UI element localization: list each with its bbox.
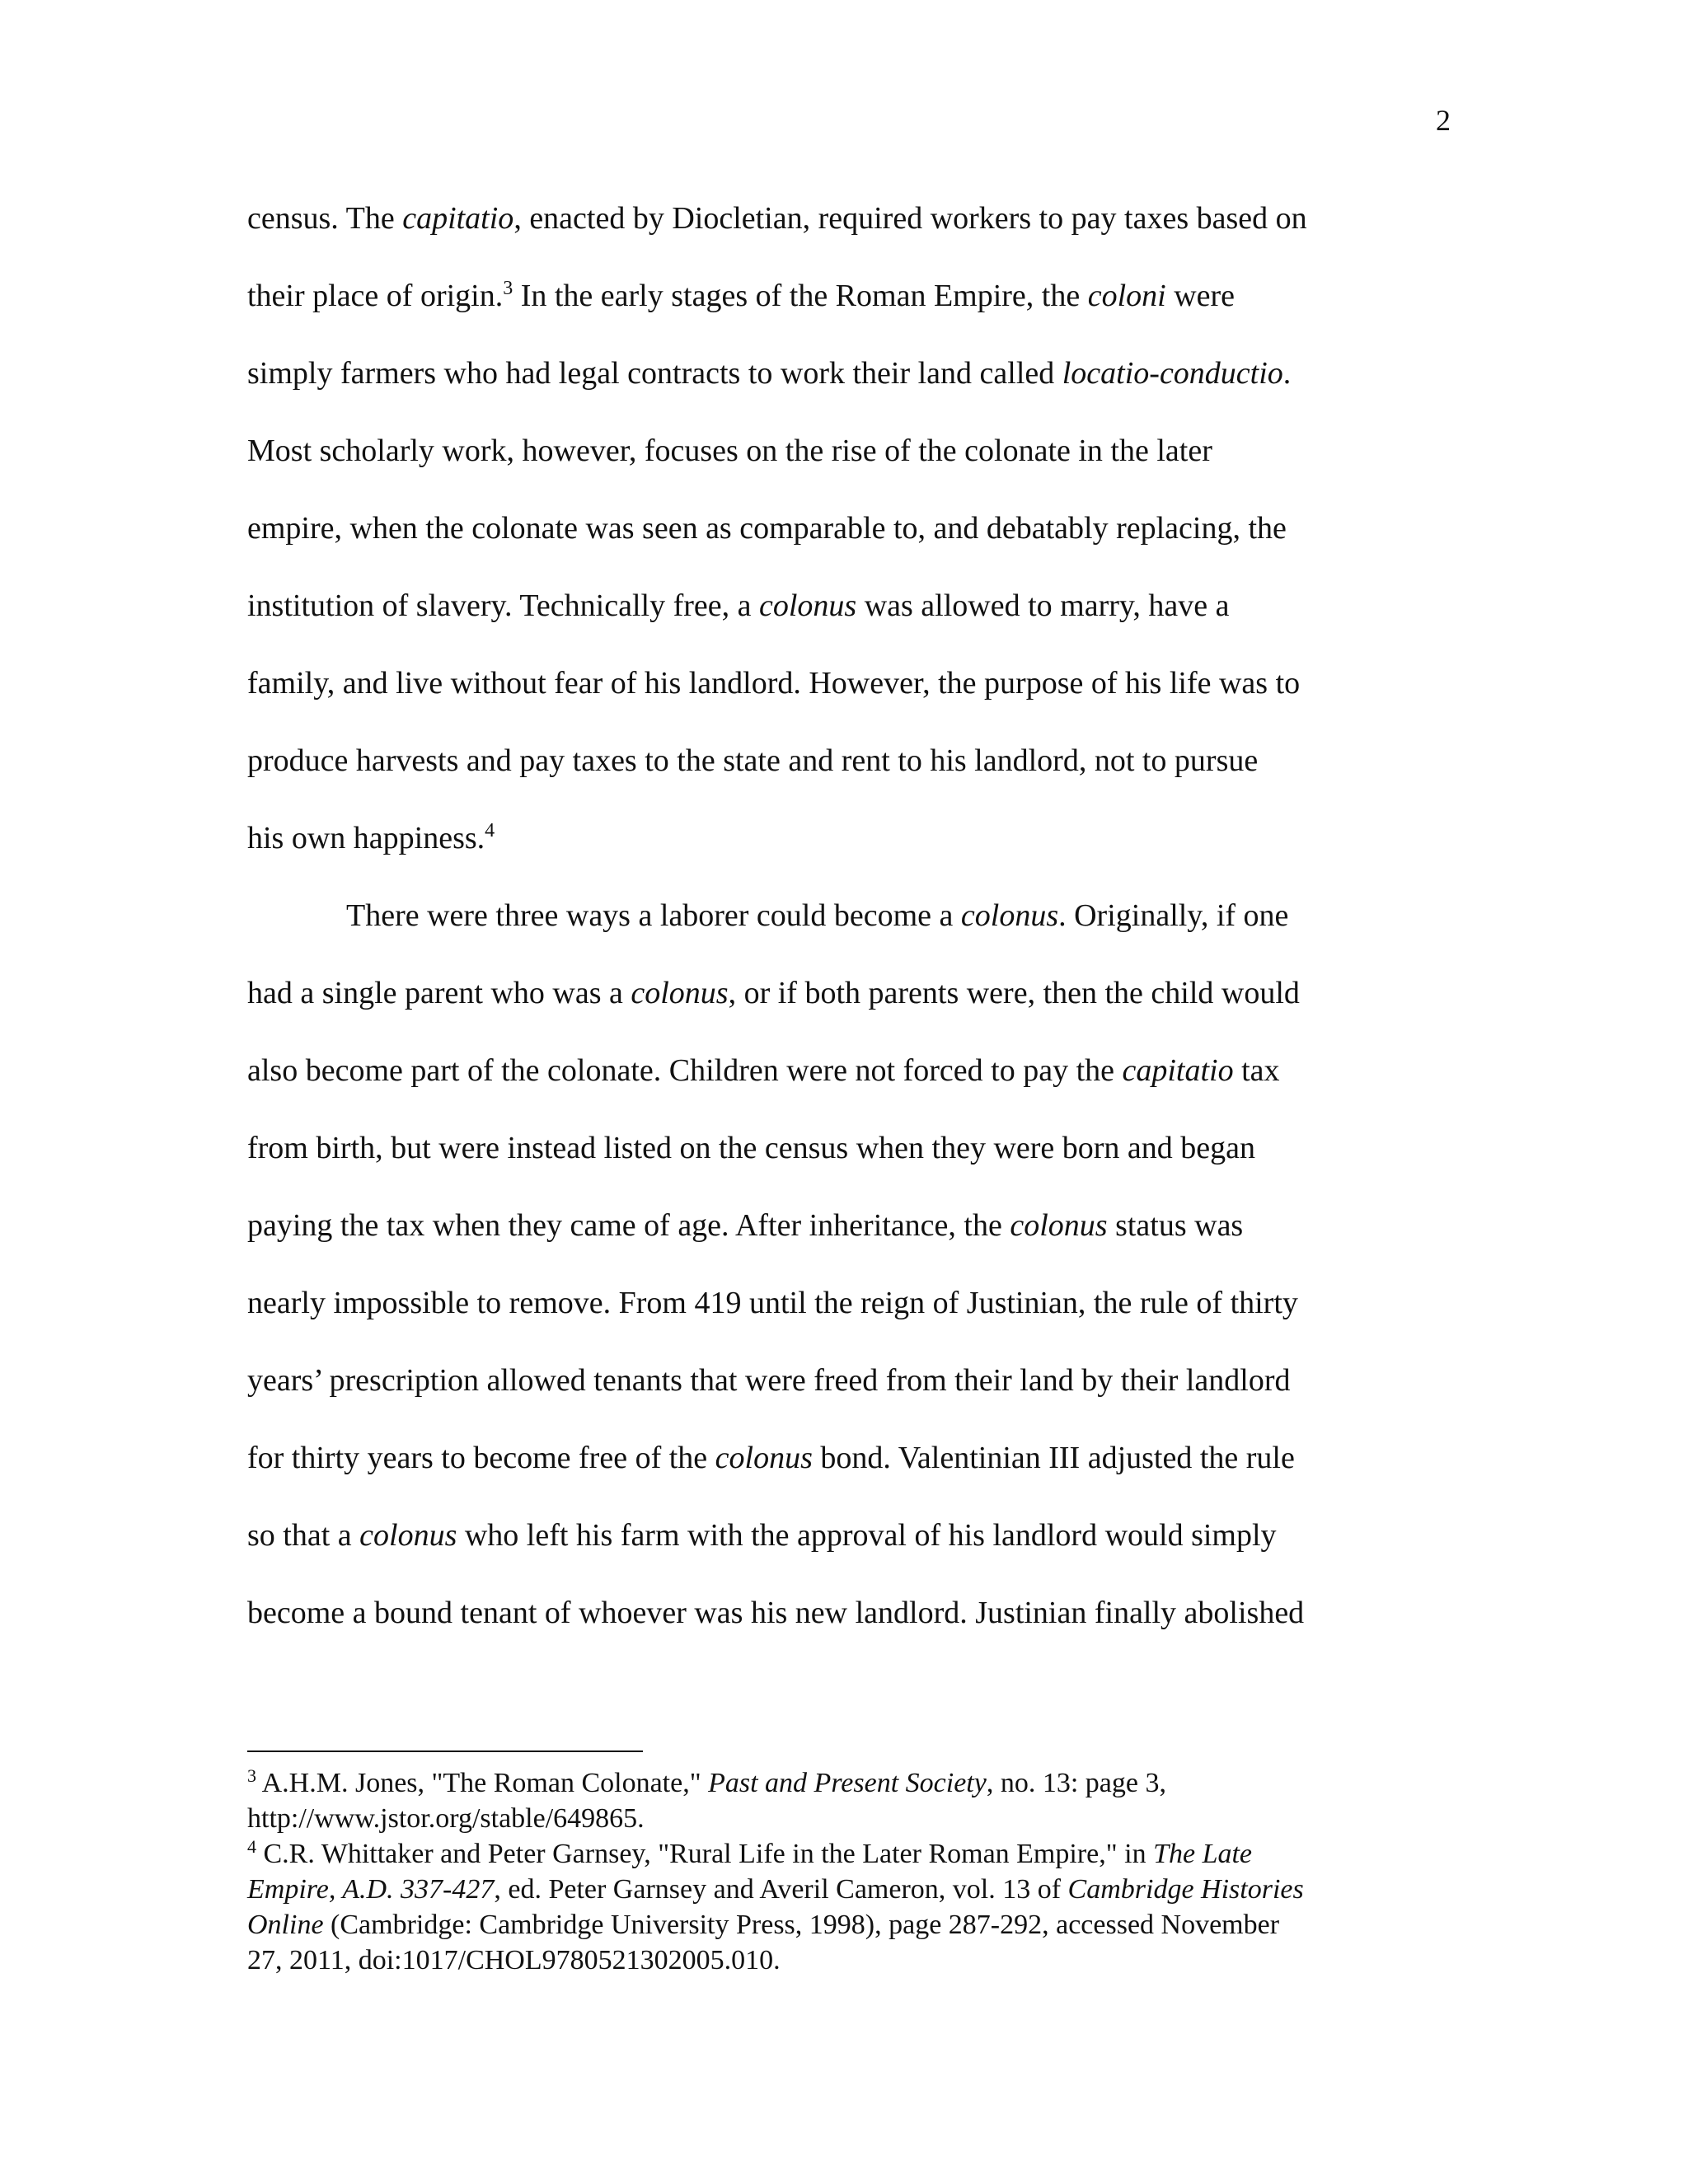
body-line-12: also become part of the colonate. Children were not forced to pay the capitatio tax: [247, 1053, 1280, 1088]
italic-term: capitatio: [1122, 1053, 1234, 1088]
body-line-9: his own happiness.$^4$: [247, 820, 495, 855]
body-line-5: empire, when the colonate was seen as comparable to, and debatably replacing, the: [247, 511, 1287, 546]
footnote-number-3: 3: [247, 1765, 256, 1786]
body-line-16: years’ prescription allowed tenants that were freed from their land by their landlord: [247, 1363, 1291, 1398]
footnote-3-line-1: $^3$ A.H.M. Jones, "The Roman Colonate," Past and Present Society, no. 13: page 3,: [247, 1765, 1166, 1798]
body-line-11: had a single parent who was a colonus, or if both parents were, then the child would: [247, 976, 1300, 1010]
body-line-10: There were three ways a laborer could become a colonus. Originally, if one: [346, 898, 1289, 933]
body-line-18: so that a colonus who left his farm with the approval of his landlord would simply: [247, 1518, 1277, 1553]
italic-term: colonus: [631, 976, 729, 1010]
italic-term: capitatio: [402, 201, 514, 236]
italic-term: coloni: [1087, 279, 1166, 313]
footnote-ref-4[interactable]: 4: [485, 820, 495, 841]
body-line-4: Most scholarly work, however, focuses on the rise of the colonate in the later: [247, 434, 1212, 468]
footnote-4-line-1: $^4$ C.R. Whittaker and Peter Garnsey, "Rural Life in the Later Roman Empire," in The Late: [247, 1836, 1253, 1869]
body-line-13: from birth, but were instead listed on the census when they were born and began: [247, 1131, 1256, 1165]
italic-title: Past and Present Society: [708, 1768, 987, 1798]
italic-title: Empire, A.D. 337-427: [247, 1874, 495, 1905]
italic-term: colonus: [758, 588, 857, 623]
italic-title: The Late: [1153, 1839, 1253, 1869]
footnotes: [247, 1765, 1449, 1978]
footnote-ref-3[interactable]: 3: [503, 278, 513, 299]
italic-title: Cambridge Histories: [1067, 1874, 1304, 1905]
italic-term: colonus: [1010, 1208, 1108, 1243]
footnote-number-4: 4: [247, 1836, 256, 1857]
body-line-19: become a bound tenant of whoever was his new landlord. Justinian finally abolished: [247, 1596, 1305, 1630]
italic-term: locatio-conductio: [1062, 356, 1283, 391]
body-line-8: produce harvests and pay taxes to the state and rent to his landlord, not to pursue: [247, 743, 1259, 778]
page-number: 2: [1436, 104, 1451, 137]
italic-term: colonus: [960, 898, 1059, 933]
body-line-6: institution of slavery. Technically free, a colonus was allowed to marry, have a: [247, 588, 1230, 623]
italic-term: colonus: [359, 1518, 457, 1553]
footnote-4-line-4: 27, 2011, doi:1017/CHOL9780521302005.010.: [247, 1945, 781, 1975]
footnote-4-line-2: Empire, A.D. 337-427, ed. Peter Garnsey and Averil Cameron, vol. 13 of Cambridge Histories: [247, 1874, 1304, 1905]
body-line-15: nearly impossible to remove. From 419 until the reign of Justinian, the rule of thirty: [247, 1286, 1298, 1320]
footnote-4-line-3: Online (Cambridge: Cambridge University Press, 1998), page 287-292, accessed November: [247, 1910, 1280, 1940]
body-line-3: simply farmers who had legal contracts to work their land called locatio-conductio.: [247, 356, 1292, 391]
italic-title: Online: [247, 1910, 324, 1940]
body-text: [247, 194, 1449, 1666]
body-line-2: their place of origin.$^3$ In the early stages of the Roman Empire, the coloni were: [247, 278, 1236, 313]
footnote-3-url[interactable]: http://www.jstor.org/stable/649865.: [247, 1803, 645, 1834]
italic-term: colonus: [715, 1441, 813, 1475]
body-line-14: paying the tax when they came of age. After inheritance, the colonus status was: [247, 1208, 1244, 1243]
body-line-17: for thirty years to become free of the colonus bond. Valentinian III adjusted the rule: [247, 1441, 1295, 1475]
footnote-separator: [247, 1750, 643, 1752]
body-line-1: census. The capitatio, enacted by Diocletian, required workers to pay taxes based on: [247, 201, 1307, 236]
body-line-7: family, and live without fear of his landlord. However, the purpose of his life was to: [247, 666, 1301, 701]
